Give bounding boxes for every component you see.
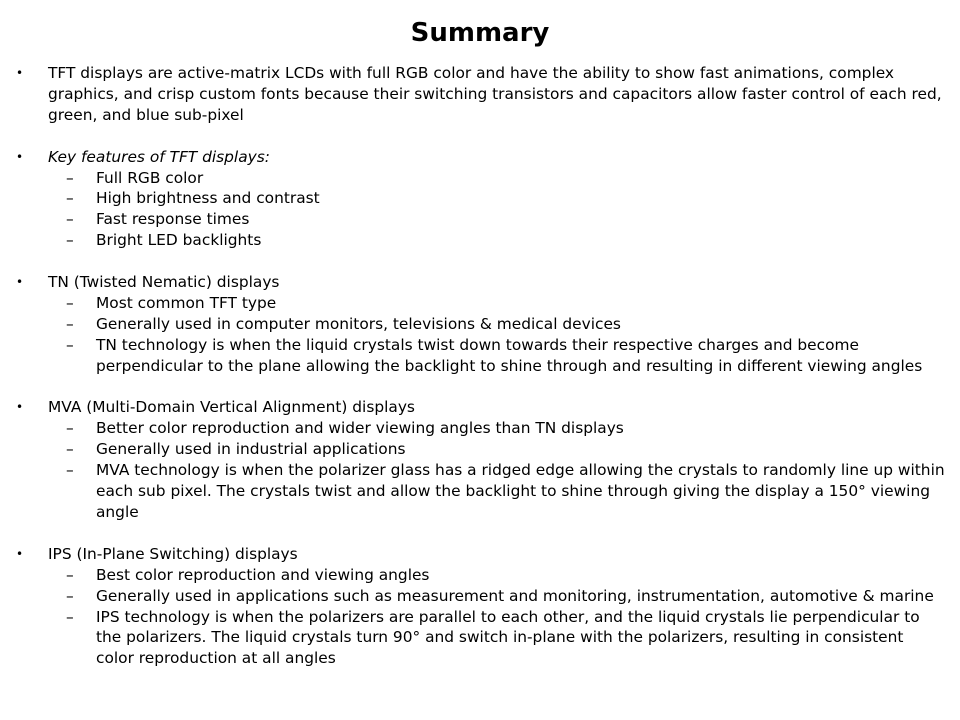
bullet-item (16, 63, 946, 126)
section-tft-overview (16, 63, 946, 126)
sub-item (16, 335, 946, 377)
sub-item-text: Better color reproduction and wider viewing angles than TN displays (96, 419, 624, 438)
section-mva-displays (16, 397, 946, 522)
dash-icon: – (66, 314, 74, 333)
sub-item (16, 439, 946, 460)
dash-icon: – (66, 335, 74, 354)
section-key-features (16, 147, 946, 252)
dash-icon: – (66, 607, 74, 626)
dash-icon: – (66, 293, 74, 312)
bullet-item (16, 147, 946, 168)
sub-item-text: Best color reproduction and viewing angles (96, 565, 430, 584)
bullet-icon: • (16, 66, 24, 80)
sub-item (16, 230, 946, 251)
bullet-text: Key features of TFT displays: (48, 147, 270, 166)
bullet-icon: • (16, 149, 24, 164)
dash-icon: – (66, 189, 74, 208)
sub-item (16, 168, 946, 189)
sub-item (16, 314, 946, 335)
bullet-item (16, 544, 946, 565)
bullet-item (16, 272, 946, 293)
sub-item (16, 607, 946, 670)
summary-content (16, 63, 946, 690)
sub-item (16, 460, 946, 523)
sub-item-text: Generally used in computer monitors, televisions & medical devices (96, 314, 621, 333)
sub-item (16, 586, 946, 607)
page-title: Summary (410, 18, 550, 48)
sub-item-text: Generally used in industrial applications (96, 440, 406, 459)
sub-item-text: Bright LED backlights (96, 231, 262, 250)
sub-item-text: Generally used in applications such as measurement and monitoring, instrumentation, automotive & marine (96, 586, 934, 605)
sub-item (16, 209, 946, 230)
sub-item-text: TN technology is when the liquid crystals twist down towards their respective charges and become perpendicular to the plane allowing the backlight to shine through and resulting in different viewing angles (96, 335, 923, 375)
dash-icon: – (66, 210, 74, 229)
bullet-text: TN (Twisted Nematic) displays (48, 273, 280, 292)
dash-icon: – (66, 440, 74, 459)
bullet-icon: • (16, 400, 24, 415)
bullet-item (16, 397, 946, 418)
sub-item (16, 418, 946, 439)
sub-item (16, 565, 946, 586)
bullet-icon: • (16, 275, 24, 290)
sub-item-text: Fast response times (96, 210, 250, 229)
sub-item-text: Full RGB color (96, 168, 204, 187)
dash-icon: – (66, 586, 74, 605)
dash-icon: – (66, 168, 74, 187)
section-tn-displays (16, 272, 946, 377)
dash-icon: – (66, 565, 74, 584)
sub-item (16, 188, 946, 209)
sub-item-text: High brightness and contrast (96, 189, 320, 208)
bullet-text: TFT displays are active-matrix LCDs with full RGB color and have the ability to show fast animations, complex graphics, and crisp custom fonts because their switching transistors and capacitors allow faster control of each red, green, and blue sub-pixel (48, 64, 942, 124)
dash-icon: – (66, 461, 74, 480)
bullet-icon: • (16, 546, 24, 561)
dash-icon: – (66, 231, 74, 250)
bullet-text: MVA (Multi-Domain Vertical Alignment) displays (48, 398, 415, 417)
bullet-text: IPS (In-Plane Switching) displays (48, 544, 298, 563)
sub-item-text: MVA technology is when the polarizer glass has a ridged edge allowing the crystals to randomly line up within each sub pixel. The crystals twist and allow the backlight to shine through giving the display a 150° viewing angle (96, 461, 945, 521)
sub-item-text: Most common TFT type (96, 293, 277, 312)
sub-item-text: IPS technology is when the polarizers are parallel to each other, and the liquid crystals lie perpendicular to the polarizers. The liquid crystals turn 90° and switch in-plane with the polarizers, resulting in consistent color reproduction at all angles (96, 607, 920, 668)
section-ips-displays (16, 544, 946, 669)
dash-icon: – (66, 419, 74, 438)
sub-item (16, 293, 946, 314)
